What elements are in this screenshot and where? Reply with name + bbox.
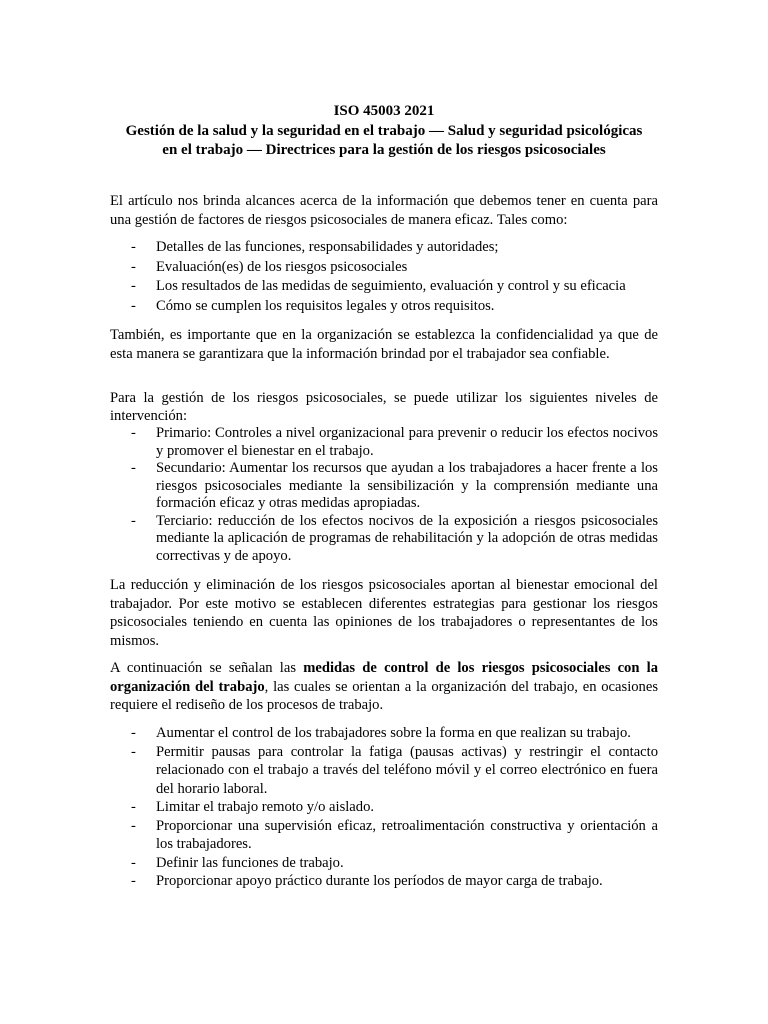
list-item: - Los resultados de las medidas de seguimiento, evaluación y control y su eficacia (110, 277, 658, 297)
list-item: - Aumentar el control de los trabajadores sobre la forma en que realizan su trabajo. (110, 724, 658, 743)
control-measures-emphasis: medidas de control de los riesgos psicosociales con la organización del trabajo (110, 660, 659, 695)
control-measures-list (110, 724, 658, 891)
list-item: - Primario: Controles a nivel organizacional para prevenir o reducir los efectos nocivos y promover el bienestar en el trabajo. (110, 425, 658, 460)
document-title: ISO 45003 2021 (333, 103, 435, 119)
document-subtitle-line-2: en el trabajo — Directrices para la gestión de los riesgos psicosociales (162, 142, 606, 158)
list-item: - Detalles de las funciones, responsabilidades y autoridades; (110, 238, 658, 258)
list-item: - Cómo se cumplen los requisitos legales y otros requisitos. (110, 297, 658, 317)
list-item: - Proporcionar apoyo práctico durante los períodos de mayor carga de trabajo. (110, 872, 658, 891)
reduction-paragraph: La reducción y eliminación de los riesgos psicosociales aportan al bienestar emocional del trabajador. Por este motivo se establecen diferentes estrategias para gestionar los riesgos psicosociales teniendo en cuenta las opiniones de los trabajadores o representantes de los mismos. (110, 577, 658, 649)
control-measures-paragraph (110, 659, 658, 715)
control-measures-rest: , las cuales se orientan a la organización del trabajo, en ocasiones requiere el rediseño de los procesos de trabajo. (110, 678, 658, 713)
intro-paragraph: El artículo nos brinda alcances acerca de la información que debemos tener en cuenta para una gestión de factores de riesgos psicosociales de manera eficaz. Tales como: (110, 193, 658, 228)
confidentiality-paragraph: También, es importante que en la organización se establezca la confidencialidad ya que de esta manera se garantizara que la información brindad por el trabajador sea confiable. (110, 327, 658, 362)
document-subtitle-line-1: Gestión de la salud y la seguridad en el trabajo — Salud y seguridad psicológicas (125, 122, 643, 139)
info-list (110, 238, 658, 316)
list-item: - Proporcionar una supervisión eficaz, retroalimentación constructiva y orientación a los trabajadores. (110, 817, 658, 854)
control-measures-intro: A continuación se señalan las (110, 660, 304, 676)
intervention-paragraph: Para la gestión de los riesgos psicosociales, se puede utilizar los siguientes niveles de intervención: (110, 390, 658, 424)
document-header (0, 102, 768, 161)
list-item: - Terciario: reducción de los efectos nocivos de la exposición a riesgos psicosociales mediante la aplicación de programas de rehabilitación y la adopción de otras medidas correctivas y de apoyo. (110, 513, 658, 566)
list-item: - Permitir pausas para controlar la fatiga (pausas activas) y restringir el contacto relacionado con el trabajo a través del teléfono móvil y el correo electrónico en fuera del horario laboral. (110, 743, 658, 799)
list-item: - Definir las funciones de trabajo. (110, 854, 658, 873)
list-item: - Secundario: Aumentar los recursos que ayudan a los trabajadores a hacer frente a los riesgos psicosociales mediante la sensibilización y la comprensión mediante una formación eficaz y otras medidas apropiadas. (110, 460, 658, 513)
intervention-levels-list (110, 425, 658, 565)
list-item: - Evaluación(es) de los riesgos psicosociales (110, 258, 658, 278)
list-item: - Limitar el trabajo remoto y/o aislado. (110, 798, 658, 817)
